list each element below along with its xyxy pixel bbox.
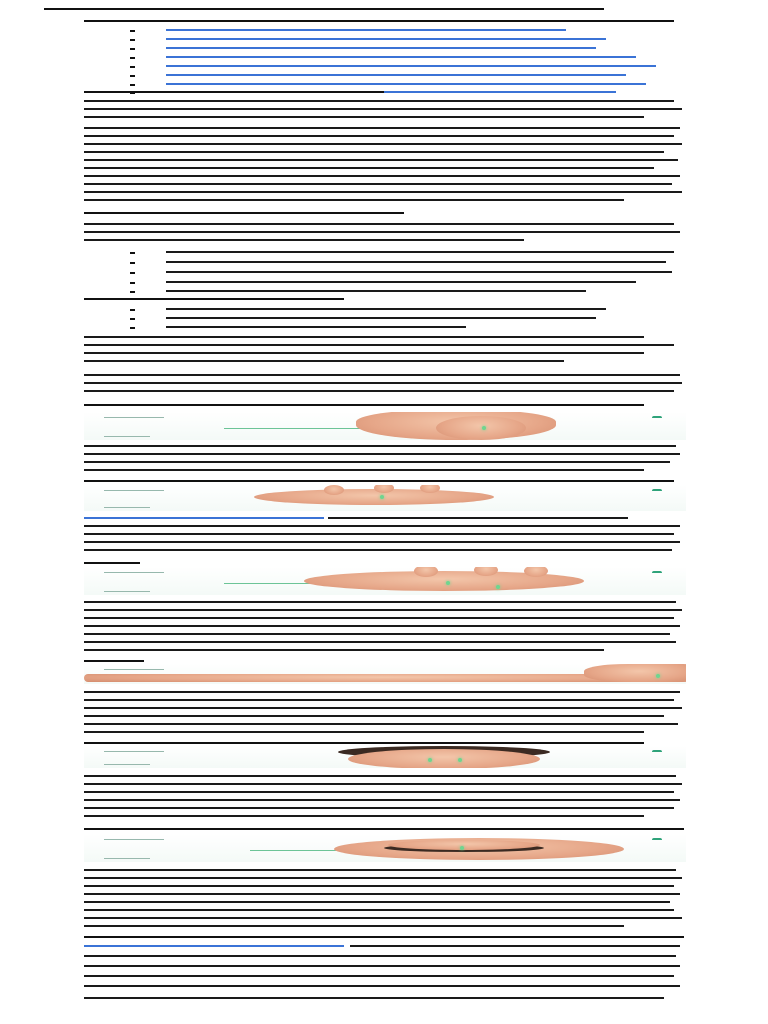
bullet-icon bbox=[130, 30, 135, 32]
paragraph-line bbox=[84, 351, 644, 354]
acupoint-marker bbox=[428, 758, 432, 762]
paragraph-line bbox=[84, 373, 680, 376]
acupressure-figure bbox=[84, 834, 686, 862]
paragraph-line bbox=[84, 730, 644, 733]
paragraph-line bbox=[84, 698, 674, 701]
figure-brand-label bbox=[104, 667, 164, 670]
figure-mark-label bbox=[104, 856, 150, 859]
paragraph-line bbox=[84, 624, 680, 627]
acupoint-marker bbox=[458, 758, 462, 762]
acupressure-figure bbox=[84, 412, 686, 440]
paragraph-line bbox=[84, 468, 644, 471]
bullet-icon bbox=[130, 39, 135, 41]
bullet-icon bbox=[130, 318, 135, 320]
toc-link[interactable] bbox=[166, 73, 626, 76]
figure-corner-mark bbox=[652, 571, 662, 577]
figure-mark-label bbox=[104, 505, 150, 508]
list-item bbox=[166, 250, 674, 253]
section-heading bbox=[84, 932, 684, 938]
paragraph-line bbox=[84, 984, 680, 987]
section-heading bbox=[84, 558, 140, 564]
paragraph-line bbox=[84, 996, 664, 999]
figure-brand-label bbox=[104, 837, 164, 840]
bullet-icon bbox=[130, 282, 135, 284]
paragraph-line bbox=[84, 150, 664, 153]
figure-corner-mark bbox=[652, 750, 662, 756]
paragraph-line bbox=[84, 107, 682, 110]
inline-link[interactable] bbox=[84, 944, 344, 947]
paragraph-line bbox=[84, 806, 674, 809]
paragraph-line bbox=[84, 381, 682, 384]
paragraph-line bbox=[84, 238, 524, 241]
paragraph-line bbox=[84, 798, 680, 801]
paragraph-line bbox=[84, 190, 682, 193]
paragraph-line bbox=[84, 900, 670, 903]
paragraph-line bbox=[350, 944, 680, 947]
finger-illustration bbox=[324, 485, 344, 495]
paragraph-line bbox=[84, 222, 674, 225]
bullet-icon bbox=[130, 309, 135, 311]
section-heading bbox=[84, 294, 344, 300]
paragraph-line bbox=[84, 608, 682, 611]
paragraph-line bbox=[84, 916, 682, 919]
paragraph-line bbox=[84, 924, 624, 927]
acupoint-marker bbox=[380, 495, 384, 499]
shoulder-illustration bbox=[436, 416, 526, 440]
hand-illustration bbox=[254, 489, 494, 505]
paragraph-line bbox=[84, 198, 624, 201]
section-heading bbox=[84, 400, 644, 406]
figure-brand-label bbox=[104, 488, 164, 491]
figure-mark-label bbox=[104, 762, 150, 765]
paragraph-line bbox=[84, 335, 644, 338]
paragraph-line bbox=[84, 722, 678, 725]
paragraph-line bbox=[84, 166, 654, 169]
section-heading bbox=[84, 738, 644, 744]
acupoint-marker bbox=[496, 585, 500, 589]
bullet-icon bbox=[130, 75, 135, 77]
figure-mark-label bbox=[104, 589, 150, 592]
bullet-icon bbox=[130, 252, 135, 254]
paragraph-line bbox=[84, 964, 680, 967]
bullet-icon bbox=[130, 327, 135, 329]
paragraph-line bbox=[84, 974, 674, 977]
elbow-illustration bbox=[584, 664, 686, 682]
paragraph-line bbox=[84, 343, 674, 346]
paragraph-line bbox=[84, 714, 664, 717]
acupressure-figure bbox=[84, 664, 686, 684]
paragraph-line bbox=[84, 524, 680, 527]
paragraph-line bbox=[84, 548, 672, 551]
article-title bbox=[44, 2, 604, 10]
paragraph-line bbox=[84, 892, 680, 895]
section-heading bbox=[84, 208, 404, 214]
article-title-line-2 bbox=[84, 14, 674, 22]
bullet-icon bbox=[130, 57, 135, 59]
acupoint-marker bbox=[446, 581, 450, 585]
list-item bbox=[166, 260, 666, 263]
toc-link[interactable] bbox=[166, 64, 656, 67]
paragraph-line bbox=[84, 532, 674, 535]
paragraph-line bbox=[84, 452, 680, 455]
paragraph-line bbox=[84, 600, 676, 603]
bullet-icon bbox=[130, 66, 135, 68]
paragraph-line bbox=[84, 690, 680, 693]
paragraph-line bbox=[84, 158, 678, 161]
paragraph-line bbox=[328, 516, 628, 519]
paragraph-line bbox=[84, 142, 682, 145]
bullet-icon bbox=[130, 84, 135, 86]
inline-link[interactable] bbox=[84, 516, 324, 519]
paragraph-line bbox=[84, 706, 682, 709]
paragraph-line bbox=[84, 174, 680, 177]
list-item bbox=[166, 316, 596, 319]
point-code-label bbox=[196, 577, 226, 585]
section-heading bbox=[84, 476, 674, 482]
paragraph-line bbox=[84, 814, 644, 817]
section-heading bbox=[84, 656, 144, 662]
paragraph-line bbox=[84, 790, 674, 793]
paragraph-line bbox=[84, 640, 676, 643]
paragraph-line bbox=[84, 444, 676, 447]
toc-link[interactable] bbox=[166, 55, 636, 58]
list-item bbox=[166, 280, 636, 283]
bullet-icon bbox=[130, 272, 135, 274]
paragraph-line bbox=[84, 908, 674, 911]
bullet-icon bbox=[130, 48, 135, 50]
paragraph-line bbox=[84, 876, 682, 879]
point-code-label bbox=[200, 844, 250, 852]
section-heading bbox=[84, 824, 684, 830]
paragraph-line bbox=[84, 868, 676, 871]
point-code-label bbox=[196, 422, 226, 430]
paragraph-line bbox=[84, 359, 564, 362]
point-code-label bbox=[230, 754, 270, 759]
section-heading bbox=[84, 87, 384, 93]
paragraph-line bbox=[84, 460, 670, 463]
paragraph-line bbox=[84, 99, 674, 102]
figure-mark-label bbox=[104, 434, 150, 437]
figure-brand-label bbox=[104, 570, 164, 573]
acupoint-marker bbox=[460, 846, 464, 850]
paragraph-line bbox=[84, 774, 676, 777]
toc-link[interactable] bbox=[166, 46, 596, 49]
paragraph-line bbox=[84, 632, 670, 635]
paragraph-line bbox=[84, 616, 674, 619]
acupressure-figure bbox=[84, 746, 686, 768]
paragraph-line bbox=[84, 126, 680, 129]
acupressure-figure bbox=[84, 485, 686, 511]
acupoint-marker bbox=[482, 426, 486, 430]
figure-brand-label bbox=[104, 749, 164, 752]
figure-corner-mark bbox=[652, 489, 662, 495]
list-item bbox=[166, 307, 606, 310]
paragraph-line bbox=[84, 782, 682, 785]
paragraph-line bbox=[84, 134, 674, 137]
face-illustration bbox=[348, 749, 540, 768]
paragraph-line bbox=[84, 182, 672, 185]
list-item bbox=[166, 325, 466, 328]
torso-illustration bbox=[388, 840, 540, 850]
toc-link[interactable] bbox=[166, 82, 646, 85]
paragraph-line bbox=[84, 648, 604, 651]
list-item bbox=[166, 270, 672, 273]
bullet-icon bbox=[130, 291, 135, 293]
paragraph-line bbox=[84, 540, 680, 543]
toc-link[interactable] bbox=[166, 37, 606, 40]
figure-corner-mark bbox=[652, 838, 662, 844]
paragraph-line bbox=[84, 389, 674, 392]
figure-corner-mark bbox=[652, 416, 662, 422]
acupoint-marker bbox=[656, 674, 660, 678]
list-item bbox=[166, 289, 586, 292]
bullet-icon bbox=[130, 262, 135, 264]
paragraph-line bbox=[84, 230, 680, 233]
acupressure-figure bbox=[84, 567, 686, 595]
paragraph-line bbox=[84, 115, 644, 118]
paragraph-line bbox=[84, 954, 676, 957]
paragraph-line bbox=[84, 884, 674, 887]
toc-link[interactable] bbox=[166, 28, 566, 31]
figure-brand-label bbox=[104, 415, 164, 418]
